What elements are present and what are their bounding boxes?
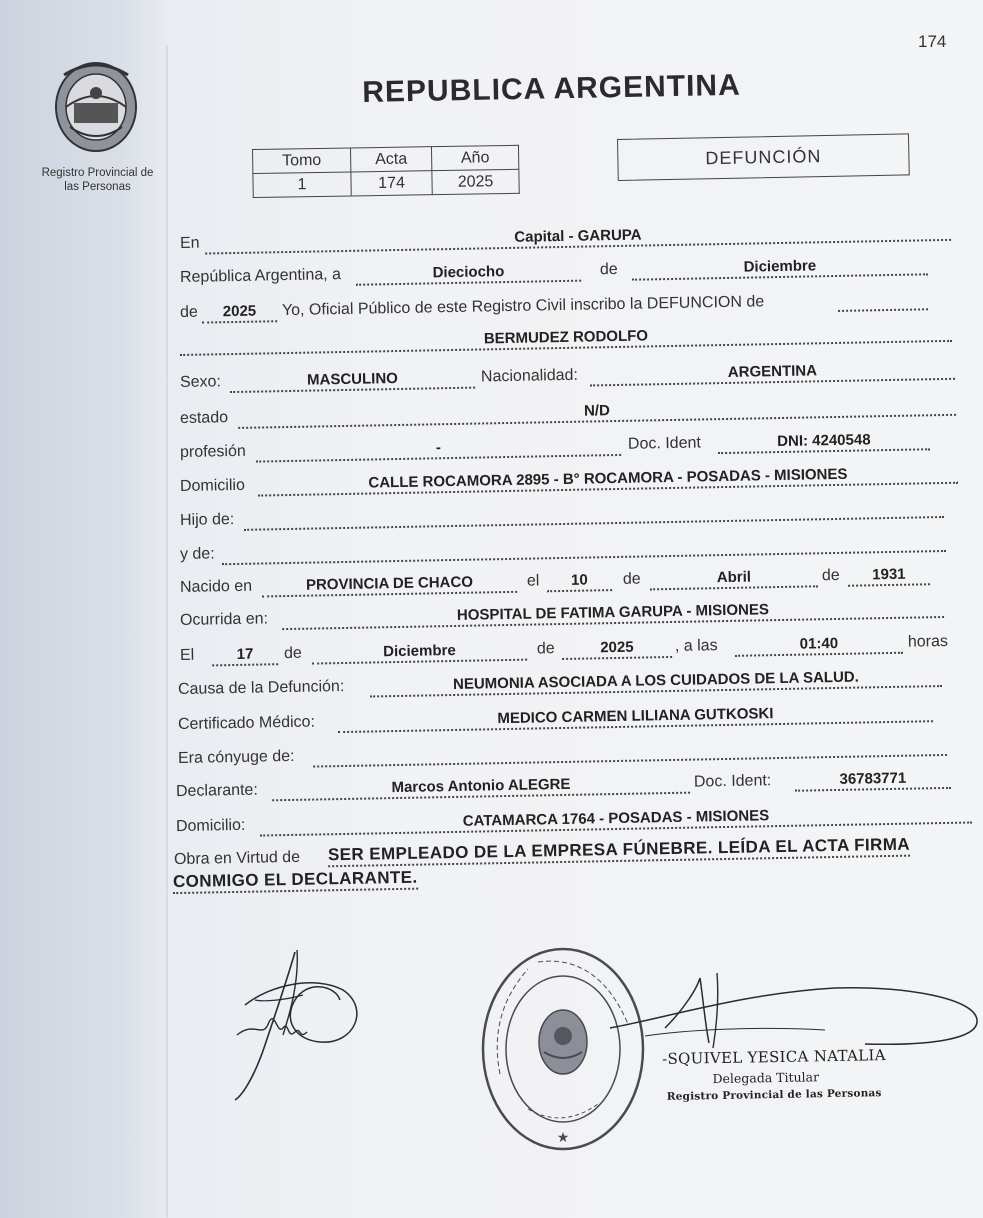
el-cap-label: El xyxy=(179,646,195,664)
registry-caption-line1: Registro Provincial de xyxy=(41,167,154,179)
birth-de-label2: de xyxy=(821,566,840,585)
declarant-signature xyxy=(225,940,375,1105)
tomo-header: Tomo xyxy=(253,148,351,174)
registrar-signature xyxy=(605,968,983,1058)
nacionalidad-label: Nacionalidad: xyxy=(480,366,579,386)
oficial-blank xyxy=(838,286,928,312)
month-text: Diciembre xyxy=(632,251,928,280)
obra-line1: SER EMPLEADO DE LA EMPRESA FÚNEBRE. LEÍDA EL ACTA FIRMA xyxy=(328,835,910,868)
declarante-label: Declarante: xyxy=(175,781,258,801)
signatory-office: Registro Provincial de las Personas xyxy=(666,1087,882,1103)
year-de-label: de xyxy=(179,303,198,321)
signatory-block xyxy=(662,1046,887,1103)
birth-month: Abril xyxy=(650,563,818,590)
acta-header: Acta xyxy=(350,147,431,172)
decl-doc-value: 36783771 xyxy=(795,765,951,792)
obra-line2: CONMIGO EL DECLARANTE. xyxy=(173,868,418,894)
profesion-label: profesión xyxy=(179,442,246,461)
horas-label: horas xyxy=(907,632,949,651)
birth-de-label: de xyxy=(622,570,641,588)
decl-domicilio-label: Domicilio: xyxy=(175,816,246,836)
doc-ident-value: DNI: 4240548 xyxy=(718,426,930,454)
profesion-value: - xyxy=(256,432,621,463)
el-label: el xyxy=(526,572,540,590)
de-label: de xyxy=(599,260,618,279)
declarante-value: Marcos Antonio ALEGRE xyxy=(272,770,690,802)
estado-value: N/D xyxy=(238,392,956,429)
registry-table xyxy=(252,145,520,198)
deceased-name: BERMUDEZ RODOLFO xyxy=(180,318,952,356)
death-de-label2: de xyxy=(536,640,555,658)
death-month: Diciembre xyxy=(312,637,527,665)
death-time: 01:40 xyxy=(735,630,903,657)
signatory-position: Delegada Titular xyxy=(712,1069,820,1087)
registry-caption xyxy=(30,166,165,194)
provincial-emblem-icon xyxy=(50,55,142,155)
sexo-value: MASCULINO xyxy=(230,365,475,393)
estado-label: estado xyxy=(179,409,229,427)
birth-day: 10 xyxy=(547,567,612,592)
conyuge-label: Era cónyuge de: xyxy=(177,747,295,768)
ano-header: Año xyxy=(431,145,518,170)
death-day: 17 xyxy=(212,641,278,666)
tomo-value: 1 xyxy=(253,172,351,198)
death-year: 2025 xyxy=(562,634,672,660)
alas-label: , a las xyxy=(674,637,718,655)
death-de-label: de xyxy=(283,644,302,663)
sexo-label: Sexo: xyxy=(179,373,222,391)
birth-year: 1931 xyxy=(848,561,930,586)
ano-value: 2025 xyxy=(432,169,519,194)
ocurrida-value: HOSPITAL DE FATIMA GARUPA - MISIONES xyxy=(282,594,944,630)
page-number: 174 xyxy=(918,32,947,51)
yde-label: y de: xyxy=(179,545,215,563)
oficial-text: Yo, Oficial Público de este Registro Civil inscribo la DEFUNCION de xyxy=(281,293,765,320)
year-value: 2025 xyxy=(202,298,277,323)
en-label: En xyxy=(179,234,200,252)
republica-label: República Argentina, a xyxy=(179,266,342,286)
day-text: Dieciocho xyxy=(356,258,581,286)
doc-ident-label: Doc. Ident xyxy=(627,434,702,453)
document-title: REPUBLICA ARGENTINA xyxy=(362,68,742,109)
nacido-label: Nacido en xyxy=(179,577,253,596)
hijo-label: Hijo de: xyxy=(179,511,235,529)
signatory-name: -SQUIVEL YESICA NATALIA xyxy=(662,1046,886,1068)
acta-value: 174 xyxy=(351,171,432,196)
document-type-box: DEFUNCIÓN xyxy=(617,133,910,181)
ocurrida-label: Ocurrida en: xyxy=(179,610,269,629)
certificado-label: Certificado Médico: xyxy=(177,713,316,734)
svg-text:★: ★ xyxy=(556,1130,570,1146)
nacionalidad-value: ARGENTINA xyxy=(590,356,955,387)
nacido-value: PROVINCIA DE CHACO xyxy=(262,569,517,598)
registry-caption-line2: las Personas xyxy=(64,181,131,193)
domicilio-value: CALLE ROCAMORA 2895 - B° ROCAMORA - POSADAS - MISIONES xyxy=(258,460,958,497)
en-value: Capital - GARUPA xyxy=(205,217,951,255)
causa-label: Causa de la Defunción: xyxy=(177,677,345,699)
decl-doc-label: Doc. Ident: xyxy=(693,772,772,791)
causa-value: NEUMONIA ASOCIADA A LOS CUIDADOS DE LA SALUD. xyxy=(370,663,942,697)
domicilio-label: Domicilio xyxy=(179,476,246,495)
obra-label: Obra en Virtud de xyxy=(173,848,301,869)
decl-domicilio-value: CATAMARCA 1764 - POSADAS - MISIONES xyxy=(260,799,972,836)
certificado-value: MEDICO CARMEN LILIANA GUTKOSKI xyxy=(338,698,933,733)
